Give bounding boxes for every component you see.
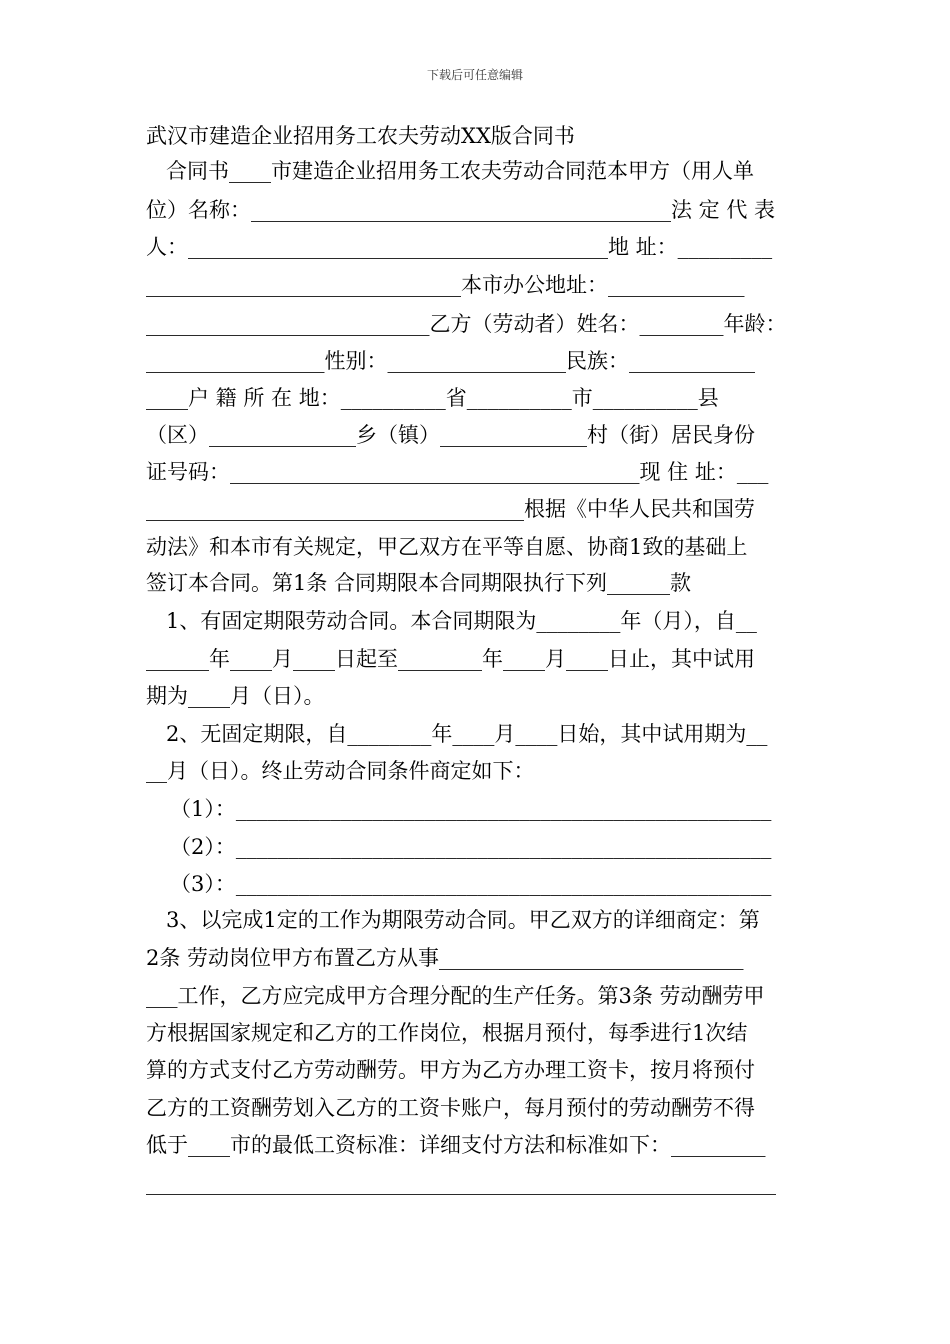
body-line: 期为____月（日）。 [146,684,325,708]
body-line: 1、有固定期限劳动合同。本合同期限为________年（月），自__ [166,609,757,633]
body-line: （2）：___________________________________________________ [170,835,772,859]
body-line: ____户 籍 所 在 地：__________省__________市__________县 [146,386,719,410]
body-line: _________________性别：_________________民族：____________ [146,349,755,373]
body-line: 证号码：_______________________________________现 住 址：___ [146,460,769,484]
body-line: __月（日）。终止劳动合同条件商定如下： [146,759,535,783]
body-line: 低于____市的最低工资标准：详细支付方法和标准如下：_________ [146,1133,766,1157]
page-header: 下载后可任意编辑 [426,68,523,82]
body-line: ___工作，乙方应完成甲方合理分配的生产任务。第3条 劳动酬劳甲 [146,984,765,1008]
body-line: 位）名称：________________________________________法 定 代 表 [146,198,776,222]
body-line: （3）：___________________________________________________ [170,872,772,896]
body-line: ____________________________________________________________ [146,1171,776,1195]
body-line: 算的方式支付乙方劳动酬劳。甲方为乙方办理工资卡，按月将预付 [146,1058,755,1082]
body-line: ______年____月____日起至________年____月____日止，其中试用 [146,647,755,671]
body-line: 2、无固定期限，自________年____月____日始，其中试用期为__ [166,722,768,746]
document-title: 武汉市建造企业招用务工农夫劳动XX版合同书 [146,124,575,148]
body-line: ____________________________________根据《中华人民共和国劳 [146,497,755,521]
body-line: 动法》和本市有关规定，甲乙双方在平等自愿、协商1致的基础上 [146,535,748,559]
body-line: （1）：___________________________________________________ [170,797,772,821]
body-line: （区）______________乡（镇）______________村（街）居民身份 [146,423,755,447]
body-line: ___________________________乙方（劳动者）姓名：________年龄： [146,312,787,336]
body-line: 人：________________________________________地 址：_________ [146,235,773,259]
body-line: 乙方的工资酬劳划入乙方的工资卡账户，每月预付的劳动酬劳不得 [146,1096,755,1120]
body-line: 合同书____市建造企业招用务工农夫劳动合同范本甲方（用人单 [166,159,754,183]
body-line: 2条 劳动岗位甲方布置乙方从事_____________________________ [146,946,744,970]
body-line: 3、以完成1定的工作为期限劳动合同。甲乙双方的详细商定：第 [166,908,760,932]
body-line: 签订本合同。第1条 合同期限本合同期限执行下列______款 [146,571,692,595]
body-line: 方根据国家规定和乙方的工作岗位，根据月预付，每季进行1次结 [146,1021,748,1045]
body-line: ______________________________本市办公地址：_____________ [146,273,745,297]
